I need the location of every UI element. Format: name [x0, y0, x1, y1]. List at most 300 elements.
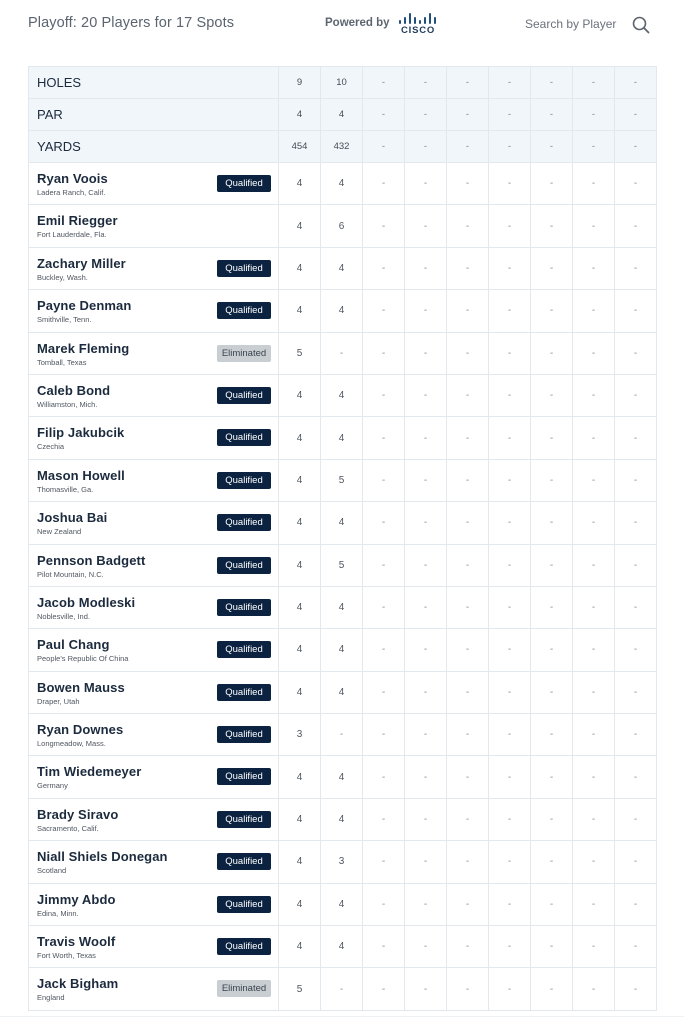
- score-cell: -: [363, 502, 405, 544]
- score-cell: -: [531, 332, 573, 374]
- score-cell: 3: [279, 714, 321, 756]
- player-cell: [29, 714, 279, 756]
- hole-cell: -: [447, 99, 489, 131]
- player-cell: [29, 374, 279, 416]
- score-cell: -: [321, 714, 363, 756]
- score-cell: 4: [279, 756, 321, 798]
- score-cell: -: [447, 714, 489, 756]
- player-origin: Scotland: [37, 866, 67, 876]
- score-cell: -: [363, 417, 405, 459]
- score-cell: 4: [321, 586, 363, 628]
- score-cell: -: [531, 629, 573, 671]
- score-cell: 5: [279, 332, 321, 374]
- score-cell: -: [489, 756, 531, 798]
- hole-cell: 432: [321, 131, 363, 163]
- status-badge-qualified: Qualified: [217, 175, 271, 192]
- score-cell: -: [489, 332, 531, 374]
- player-row[interactable]: [29, 163, 657, 205]
- player-cell: [29, 968, 279, 1010]
- score-cell: -: [405, 459, 447, 501]
- score-cell: -: [573, 163, 615, 205]
- player-origin: England: [37, 993, 65, 1003]
- row-label: PAR: [29, 99, 279, 131]
- score-cell: -: [615, 586, 657, 628]
- score-cell: -: [573, 332, 615, 374]
- score-cell: -: [531, 502, 573, 544]
- score-cell: -: [489, 417, 531, 459]
- score-cell: -: [615, 290, 657, 332]
- score-cell: -: [615, 883, 657, 925]
- hole-cell: -: [573, 99, 615, 131]
- score-cell: -: [573, 926, 615, 968]
- score-cell: -: [363, 374, 405, 416]
- score-cell: 4: [279, 798, 321, 840]
- player-row[interactable]: [29, 459, 657, 501]
- scorecard-table: [28, 66, 657, 1011]
- player-name[interactable]: Jacob Modleski: [37, 594, 136, 610]
- score-cell: -: [615, 968, 657, 1010]
- player-origin: Smithville, Tenn.: [37, 315, 92, 325]
- score-cell: -: [447, 290, 489, 332]
- score-cell: -: [489, 629, 531, 671]
- score-cell: -: [489, 883, 531, 925]
- score-cell: 4: [279, 544, 321, 586]
- hole-cell: -: [489, 67, 531, 99]
- player-name[interactable]: Pennson Badgett: [37, 552, 146, 568]
- score-cell: -: [615, 926, 657, 968]
- hole-cell: -: [363, 99, 405, 131]
- player-name[interactable]: Zachary Miller: [37, 255, 126, 271]
- player-row[interactable]: [29, 247, 657, 289]
- score-cell: -: [573, 247, 615, 289]
- player-cell: [29, 459, 279, 501]
- scorecard-row-par: [29, 99, 657, 131]
- player-origin: Edina, Minn.: [37, 908, 79, 918]
- score-cell: -: [363, 290, 405, 332]
- score-cell: 4: [279, 841, 321, 883]
- player-row[interactable]: [29, 205, 657, 247]
- score-cell: -: [615, 459, 657, 501]
- hole-cell: -: [531, 131, 573, 163]
- score-cell: -: [363, 332, 405, 374]
- score-cell: -: [489, 502, 531, 544]
- score-cell: 4: [279, 374, 321, 416]
- search-button[interactable]: [631, 15, 651, 35]
- status-badge-eliminated: Eliminated: [217, 980, 271, 997]
- player-origin: Williamston, Mich.: [37, 399, 98, 409]
- score-cell: 5: [321, 459, 363, 501]
- player-cell: [29, 883, 279, 925]
- player-name[interactable]: Marek Fleming: [37, 340, 130, 356]
- score-cell: 5: [279, 968, 321, 1010]
- score-cell: -: [363, 205, 405, 247]
- score-cell: -: [573, 968, 615, 1010]
- score-cell: -: [573, 798, 615, 840]
- score-cell: 4: [279, 459, 321, 501]
- player-name[interactable]: Paul Chang: [37, 637, 110, 653]
- hole-cell: 10: [321, 67, 363, 99]
- score-cell: -: [405, 417, 447, 459]
- score-cell: -: [363, 671, 405, 713]
- score-cell: -: [405, 586, 447, 628]
- score-cell: -: [531, 968, 573, 1010]
- score-cell: -: [405, 714, 447, 756]
- player-name[interactable]: Jimmy Abdo: [37, 891, 116, 907]
- score-cell: -: [531, 841, 573, 883]
- player-origin: Tomball, Texas: [37, 357, 87, 367]
- row-label: YARDS: [29, 131, 279, 163]
- score-cell: -: [363, 968, 405, 1010]
- score-cell: -: [573, 714, 615, 756]
- score-cell: -: [363, 926, 405, 968]
- score-cell: -: [405, 205, 447, 247]
- row-label: HOLES: [29, 67, 279, 99]
- score-cell: 4: [321, 163, 363, 205]
- score-cell: -: [405, 841, 447, 883]
- player-row[interactable]: [29, 926, 657, 968]
- score-cell: -: [405, 798, 447, 840]
- hole-cell: -: [531, 67, 573, 99]
- score-cell: -: [447, 671, 489, 713]
- player-name[interactable]: Travis Woolf: [37, 934, 116, 950]
- score-cell: 4: [279, 926, 321, 968]
- player-cell: [29, 332, 279, 374]
- score-cell: 4: [321, 417, 363, 459]
- status-badge-qualified: Qualified: [217, 429, 271, 446]
- score-cell: -: [489, 968, 531, 1010]
- status-badge-qualified: Qualified: [217, 557, 271, 574]
- score-cell: -: [489, 247, 531, 289]
- player-row[interactable]: [29, 374, 657, 416]
- player-row[interactable]: [29, 502, 657, 544]
- player-origin: Czechia: [37, 442, 65, 452]
- status-badge-qualified: Qualified: [217, 260, 271, 277]
- player-name[interactable]: Ryan Voois: [37, 171, 108, 186]
- cisco-bars-icon: [398, 13, 438, 24]
- score-cell: 4: [321, 926, 363, 968]
- score-cell: -: [363, 163, 405, 205]
- hole-cell: 4: [279, 99, 321, 131]
- hole-cell: -: [615, 67, 657, 99]
- player-row[interactable]: [29, 968, 657, 1010]
- status-badge-eliminated: Eliminated: [217, 345, 271, 362]
- score-cell: 4: [279, 586, 321, 628]
- score-cell: -: [531, 290, 573, 332]
- player-name[interactable]: Tim Wiedemeyer: [37, 764, 142, 780]
- hole-cell: 4: [321, 99, 363, 131]
- score-cell: -: [447, 163, 489, 205]
- score-cell: -: [363, 544, 405, 586]
- player-cell: [29, 205, 279, 247]
- player-row[interactable]: [29, 417, 657, 459]
- score-cell: 4: [321, 671, 363, 713]
- status-badge-qualified: Qualified: [217, 302, 271, 319]
- player-row[interactable]: [29, 544, 657, 586]
- player-origin: Ladera Ranch, Calif.: [37, 188, 106, 197]
- player-cell: [29, 841, 279, 883]
- player-cell: [29, 756, 279, 798]
- score-cell: 4: [279, 163, 321, 205]
- score-cell: -: [615, 332, 657, 374]
- score-cell: -: [573, 290, 615, 332]
- status-badge-qualified: Qualified: [217, 599, 271, 616]
- hole-cell: 9: [279, 67, 321, 99]
- score-cell: -: [447, 883, 489, 925]
- player-cell: [29, 163, 279, 205]
- score-cell: -: [405, 502, 447, 544]
- score-cell: -: [531, 247, 573, 289]
- score-cell: -: [447, 756, 489, 798]
- score-cell: -: [531, 459, 573, 501]
- player-name[interactable]: Bowen Mauss: [37, 679, 125, 695]
- player-cell: [29, 544, 279, 586]
- player-name[interactable]: Caleb Bond: [37, 382, 111, 398]
- score-cell: -: [363, 756, 405, 798]
- player-row[interactable]: [29, 756, 657, 798]
- score-cell: -: [531, 205, 573, 247]
- score-cell: 3: [321, 841, 363, 883]
- score-cell: -: [405, 756, 447, 798]
- score-cell: -: [489, 586, 531, 628]
- player-cell: [29, 671, 279, 713]
- status-badge-qualified: Qualified: [217, 387, 271, 404]
- score-cell: -: [363, 459, 405, 501]
- score-cell: -: [489, 163, 531, 205]
- score-cell: -: [573, 544, 615, 586]
- score-cell: -: [489, 290, 531, 332]
- search-by-player-label[interactable]: Search by Player: [525, 17, 617, 31]
- score-cell: -: [405, 163, 447, 205]
- score-cell: -: [531, 374, 573, 416]
- score-cell: -: [447, 926, 489, 968]
- score-cell: 4: [279, 205, 321, 247]
- score-cell: -: [405, 968, 447, 1010]
- score-cell: -: [405, 544, 447, 586]
- score-cell: -: [405, 883, 447, 925]
- score-cell: 4: [321, 502, 363, 544]
- status-badge-qualified: Qualified: [217, 641, 271, 658]
- score-cell: -: [321, 968, 363, 1010]
- score-cell: -: [615, 544, 657, 586]
- player-origin: Pilot Mountain, N.C.: [37, 569, 104, 579]
- player-origin: Draper, Utah: [37, 696, 80, 706]
- score-cell: 4: [321, 374, 363, 416]
- score-cell: -: [363, 883, 405, 925]
- score-cell: -: [573, 756, 615, 798]
- status-badge-qualified: Qualified: [217, 514, 271, 531]
- score-cell: 4: [321, 756, 363, 798]
- score-cell: -: [447, 332, 489, 374]
- player-name[interactable]: Filip Jakubcik: [37, 425, 125, 441]
- score-cell: -: [447, 841, 489, 883]
- score-cell: -: [489, 841, 531, 883]
- score-cell: -: [615, 417, 657, 459]
- status-badge-qualified: Qualified: [217, 768, 271, 785]
- hole-cell: -: [363, 131, 405, 163]
- score-cell: -: [573, 883, 615, 925]
- player-name[interactable]: Brady Siravo: [37, 806, 119, 822]
- player-origin: Sacramento, Calif.: [37, 823, 99, 833]
- hole-cell: -: [447, 131, 489, 163]
- score-cell: -: [489, 714, 531, 756]
- score-cell: -: [573, 671, 615, 713]
- score-cell: -: [405, 629, 447, 671]
- hole-cell: -: [615, 131, 657, 163]
- score-cell: 4: [279, 883, 321, 925]
- player-rows: [29, 163, 657, 1011]
- player-origin: People's Republic Of China: [37, 654, 129, 664]
- score-cell: -: [363, 841, 405, 883]
- score-cell: -: [447, 502, 489, 544]
- cisco-wordmark: CISCO: [401, 25, 436, 36]
- score-cell: 4: [279, 671, 321, 713]
- hole-cell: -: [489, 131, 531, 163]
- player-name[interactable]: Mason Howell: [37, 467, 125, 483]
- score-cell: -: [363, 586, 405, 628]
- score-cell: -: [489, 544, 531, 586]
- player-row[interactable]: [29, 332, 657, 374]
- score-cell: -: [531, 714, 573, 756]
- score-cell: -: [615, 374, 657, 416]
- score-cell: -: [447, 205, 489, 247]
- player-origin: Noblesville, Ind.: [37, 611, 90, 621]
- score-cell: -: [615, 841, 657, 883]
- score-cell: -: [447, 586, 489, 628]
- score-cell: 4: [321, 883, 363, 925]
- score-cell: -: [321, 332, 363, 374]
- score-cell: -: [531, 163, 573, 205]
- score-cell: -: [531, 671, 573, 713]
- score-cell: -: [447, 544, 489, 586]
- score-cell: -: [531, 926, 573, 968]
- score-cell: -: [573, 205, 615, 247]
- player-name[interactable]: Joshua Bai: [37, 510, 108, 526]
- player-name[interactable]: Jack Bigham: [37, 976, 119, 992]
- player-row[interactable]: [29, 586, 657, 628]
- player-origin: Fort Worth, Texas: [37, 951, 96, 961]
- score-cell: -: [615, 756, 657, 798]
- status-badge-qualified: Qualified: [217, 853, 271, 870]
- score-cell: -: [405, 247, 447, 289]
- player-row[interactable]: [29, 841, 657, 883]
- powered-by-label: Powered by: [325, 17, 390, 29]
- search-icon: [631, 15, 651, 35]
- score-cell: -: [405, 671, 447, 713]
- cisco-logo-icon: [397, 13, 439, 37]
- score-cell: -: [405, 926, 447, 968]
- score-cell: -: [531, 798, 573, 840]
- score-cell: 4: [279, 502, 321, 544]
- player-cell: [29, 247, 279, 289]
- player-row[interactable]: [29, 714, 657, 756]
- player-row[interactable]: [29, 798, 657, 840]
- score-cell: -: [489, 459, 531, 501]
- score-cell: 5: [321, 544, 363, 586]
- score-cell: 4: [279, 290, 321, 332]
- hole-cell: -: [363, 67, 405, 99]
- player-origin: Fort Lauderdale, Fla.: [37, 230, 107, 240]
- player-name[interactable]: Niall Shiels Donegan: [37, 849, 168, 865]
- score-cell: -: [531, 544, 573, 586]
- score-cell: -: [363, 798, 405, 840]
- score-cell: -: [489, 671, 531, 713]
- player-origin: Buckley, Wash.: [37, 272, 88, 282]
- hole-cell: -: [573, 131, 615, 163]
- score-cell: -: [405, 332, 447, 374]
- score-cell: 4: [321, 629, 363, 671]
- score-cell: -: [615, 205, 657, 247]
- player-origin: New Zealand: [37, 527, 82, 537]
- score-cell: -: [615, 247, 657, 289]
- scorecard-row-yards: [29, 131, 657, 163]
- score-cell: -: [405, 374, 447, 416]
- score-cell: -: [531, 883, 573, 925]
- score-cell: -: [615, 629, 657, 671]
- score-cell: -: [489, 205, 531, 247]
- hole-cell: -: [405, 131, 447, 163]
- score-cell: -: [405, 290, 447, 332]
- player-origin: Thomasville, Ga.: [37, 484, 94, 494]
- score-cell: -: [573, 417, 615, 459]
- score-cell: -: [573, 459, 615, 501]
- hole-cell: -: [531, 99, 573, 131]
- score-cell: -: [615, 163, 657, 205]
- score-cell: -: [531, 417, 573, 459]
- player-cell: [29, 798, 279, 840]
- status-badge-qualified: Qualified: [217, 726, 271, 743]
- player-row[interactable]: [29, 671, 657, 713]
- hole-cell: -: [615, 99, 657, 131]
- hole-cell: -: [489, 99, 531, 131]
- score-cell: -: [447, 459, 489, 501]
- score-cell: -: [615, 714, 657, 756]
- score-cell: -: [447, 417, 489, 459]
- player-name[interactable]: Payne Denman: [37, 298, 132, 314]
- score-cell: -: [447, 374, 489, 416]
- score-cell: -: [573, 841, 615, 883]
- score-cell: 6: [321, 205, 363, 247]
- player-name[interactable]: Ryan Downes: [37, 722, 124, 738]
- score-cell: -: [447, 629, 489, 671]
- score-cell: -: [447, 247, 489, 289]
- score-cell: -: [573, 586, 615, 628]
- score-cell: -: [489, 374, 531, 416]
- score-cell: -: [363, 714, 405, 756]
- score-cell: -: [615, 502, 657, 544]
- score-cell: -: [489, 798, 531, 840]
- score-cell: -: [615, 671, 657, 713]
- scorecard-row-holes: [29, 67, 657, 99]
- player-cell: [29, 290, 279, 332]
- status-badge-qualified: Qualified: [217, 472, 271, 489]
- score-cell: 4: [321, 247, 363, 289]
- status-badge-qualified: Qualified: [217, 684, 271, 701]
- player-origin: Longmeadow, Mass.: [37, 739, 106, 749]
- score-cell: -: [531, 586, 573, 628]
- player-row[interactable]: [29, 629, 657, 671]
- player-name[interactable]: Emil Riegger: [37, 213, 118, 229]
- status-badge-qualified: Qualified: [217, 896, 271, 913]
- score-cell: -: [573, 629, 615, 671]
- page-title: Playoff: 20 Players for 17 Spots: [28, 15, 235, 31]
- player-row[interactable]: [29, 290, 657, 332]
- footer-divider: [0, 1016, 684, 1017]
- player-cell: [29, 417, 279, 459]
- player-row[interactable]: [29, 883, 657, 925]
- status-badge-qualified: Qualified: [217, 811, 271, 828]
- hole-cell: -: [573, 67, 615, 99]
- hole-cell: -: [447, 67, 489, 99]
